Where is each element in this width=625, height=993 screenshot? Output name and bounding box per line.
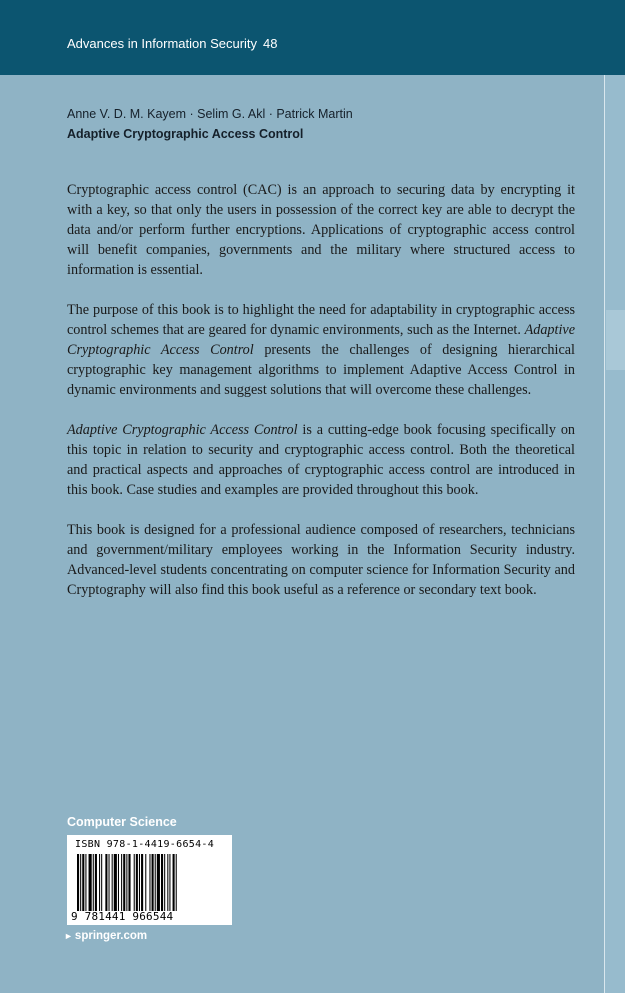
- barcode-bar: [118, 854, 119, 911]
- publisher-link[interactable]: [64, 930, 147, 942]
- isbn-label: ISBN 978-1-4419-6654-4: [75, 839, 215, 850]
- arrow-icon: ►: [64, 931, 73, 941]
- barcode-bar: [109, 854, 110, 911]
- barcode-bar: [89, 854, 92, 911]
- barcode-bar: [164, 854, 165, 911]
- blurb-paragraph: [67, 420, 575, 500]
- publisher-label: springer.com: [74, 930, 148, 942]
- barcode-bar: [123, 854, 125, 911]
- series-title: [67, 36, 278, 51]
- barcode-bar: [167, 854, 168, 911]
- barcode-bar: [105, 854, 107, 911]
- subject-label: Computer Science: [67, 815, 177, 829]
- book-title: Adaptive Cryptographic Access Control: [67, 127, 304, 141]
- blurb-paragraph: [67, 180, 575, 280]
- italic-title-ref: Adaptive Cryptographic Access Control: [67, 322, 575, 358]
- barcode-bar: [136, 854, 138, 911]
- barcode-bar: [149, 854, 150, 911]
- barcode-bar: [101, 854, 102, 911]
- authors: Anne V. D. M. Kayem · Selim G. Akl · Patrick Martin: [67, 107, 353, 121]
- series-name: Advances in Information Security: [67, 36, 258, 51]
- barcode-bar: [152, 854, 154, 911]
- barcode-bar: [112, 854, 113, 911]
- blurb: [67, 180, 575, 600]
- barcode-bar: [82, 854, 84, 911]
- blurb-paragraph: [67, 520, 575, 600]
- italic-title-ref: Adaptive Cryptographic Access Control: [67, 422, 298, 438]
- barcode-bar: [128, 854, 130, 911]
- barcode-bar: [99, 854, 100, 911]
- barcode-bar: [155, 854, 156, 911]
- paragraph-text: presents the challenges of designing hierarchical cryptographic key management algorithms to implement Adaptive Access Control in dynamic environments and suggest solutions that will overcome these challenges.: [67, 342, 576, 398]
- barcode-bar: [121, 854, 122, 911]
- barcode-digits: 9 781441 966544: [71, 910, 174, 923]
- barcode-bar: [173, 854, 175, 911]
- paragraph-text: The purpose of this book is to highlight the need for adaptability in cryptographic access control schemes that are geared for dynamic environments, such as the Internet.: [67, 302, 575, 338]
- barcode-bars: [77, 854, 225, 911]
- paragraph-text: This book is designed for a professional audience composed of researchers, technicians and government/military employees working in the Information Security industry. Advanced-level students concentrating on computer science for Information Security and Cryptography will also find this book useful as a reference or secondary text book.: [67, 522, 575, 598]
- blurb-paragraph: [67, 300, 575, 400]
- barcode-bar: [80, 854, 81, 911]
- barcode-bar: [139, 854, 140, 911]
- barcode-bar: [114, 854, 117, 911]
- series-number: 48: [263, 36, 278, 51]
- barcode-bar: [161, 854, 163, 911]
- series-band: [0, 0, 625, 75]
- barcode-bar: [169, 854, 170, 911]
- barcode-bar: [157, 854, 160, 911]
- spine-edge: [604, 75, 625, 993]
- barcode-bar: [145, 854, 146, 911]
- barcode-bar: [93, 854, 94, 911]
- barcode-bar: [176, 854, 177, 911]
- paragraph-text: Cryptographic access control (CAC) is an approach to securing data by encrypting it with a key, so that only the users in possession of the correct key are able to decrypt the data and/or perform further encryptions. Applications of cryptographic access control will benefit companies, governments and the military where structured access to information is essential.: [67, 182, 575, 278]
- barcode-bar: [134, 854, 135, 911]
- spine-highlight: [606, 310, 625, 370]
- barcode-bar: [95, 854, 97, 911]
- isbn-barcode: [67, 835, 232, 925]
- barcode-bar: [141, 854, 143, 911]
- barcode-bar: [85, 854, 86, 911]
- barcode-bar: [126, 854, 127, 911]
- paragraph-text: is a cutting-edge book focusing specifically on this topic in relation to security and cryptographic access control. Both the theoretical and practical aspects and approaches of cryptographic access control are introduced in this book. Case studies and examples are provided throughout this book.: [67, 422, 576, 498]
- barcode-bar: [77, 854, 79, 911]
